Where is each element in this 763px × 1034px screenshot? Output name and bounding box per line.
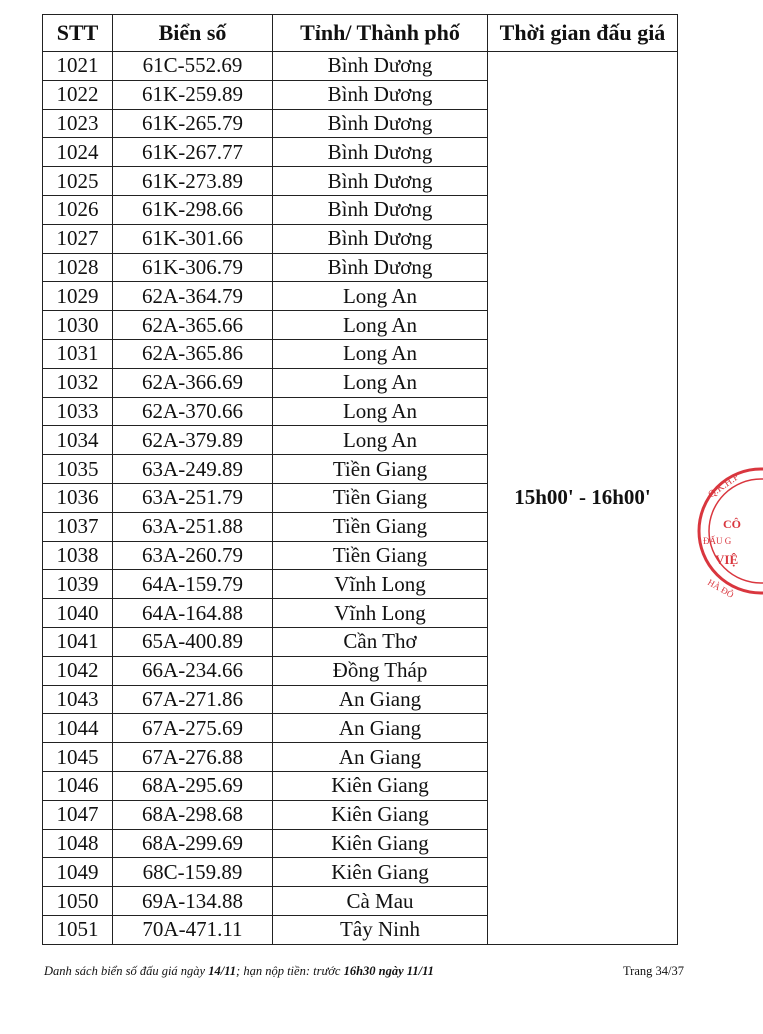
cell-stt: 1048	[43, 829, 113, 858]
cell-stt: 1029	[43, 282, 113, 311]
cell-plate: 61K-306.79	[113, 253, 273, 282]
cell-plate: 61C-552.69	[113, 52, 273, 81]
cell-plate: 68C-159.89	[113, 858, 273, 887]
cell-province: Bình Dương	[273, 195, 488, 224]
cell-province: Bình Dương	[273, 224, 488, 253]
cell-stt: 1037	[43, 512, 113, 541]
cell-province: An Giang	[273, 685, 488, 714]
header-plate: Biển số	[113, 15, 273, 52]
table-row	[43, 52, 678, 81]
cell-stt: 1038	[43, 541, 113, 570]
cell-province: Cần Thơ	[273, 627, 488, 656]
header-auction-time: Thời gian đấu giá	[488, 15, 678, 52]
cell-stt: 1039	[43, 570, 113, 599]
seal-text-2: CÔ	[723, 517, 741, 531]
cell-stt: 1033	[43, 397, 113, 426]
seal-text-5: HÀ ĐÔ	[706, 577, 736, 600]
cell-stt: 1034	[43, 426, 113, 455]
footer-note-prefix: Danh sách biển số đấu giá ngày	[44, 964, 209, 978]
footer-note	[44, 964, 434, 979]
cell-province: Bình Dương	[273, 52, 488, 81]
cell-plate: 64A-159.79	[113, 570, 273, 599]
cell-province: Long An	[273, 368, 488, 397]
cell-province: Kiên Giang	[273, 858, 488, 887]
cell-stt: 1030	[43, 311, 113, 340]
footer-note-deadline: 16h30 ngày 11/11	[343, 964, 434, 978]
cell-province: Kiên Giang	[273, 771, 488, 800]
cell-stt: 1035	[43, 455, 113, 484]
cell-plate: 61K-298.66	[113, 195, 273, 224]
cell-province: Vĩnh Long	[273, 599, 488, 628]
cell-plate: 63A-249.89	[113, 455, 273, 484]
cell-plate: 67A-271.86	[113, 685, 273, 714]
cell-plate: 62A-365.66	[113, 311, 273, 340]
cell-province: Tiền Giang	[273, 455, 488, 484]
cell-stt: 1051	[43, 915, 113, 944]
seal-text-4: VIỆ	[715, 552, 739, 567]
cell-plate: 64A-164.88	[113, 599, 273, 628]
cell-province: Bình Dương	[273, 253, 488, 282]
page-number: Trang 34/37	[622, 964, 684, 978]
cell-province: Long An	[273, 282, 488, 311]
cell-plate: 66A-234.66	[113, 656, 273, 685]
cell-stt: 1047	[43, 800, 113, 829]
cell-stt: 1042	[43, 656, 113, 685]
footer-note-date: 14/11	[208, 964, 237, 978]
cell-stt: 1032	[43, 368, 113, 397]
cell-province: Kiên Giang	[273, 829, 488, 858]
cell-plate: 62A-364.79	[113, 282, 273, 311]
cell-stt: 1041	[43, 627, 113, 656]
cell-province: Bình Dương	[273, 109, 488, 138]
cell-province: Long An	[273, 397, 488, 426]
header-stt: STT	[43, 15, 113, 52]
cell-province: Long An	[273, 426, 488, 455]
cell-plate: 61K-273.89	[113, 167, 273, 196]
cell-province: An Giang	[273, 743, 488, 772]
cell-plate: 62A-365.86	[113, 339, 273, 368]
cell-plate: 68A-299.69	[113, 829, 273, 858]
cell-stt: 1031	[43, 339, 113, 368]
cell-stt: 1028	[43, 253, 113, 282]
cell-province: Tiền Giang	[273, 541, 488, 570]
cell-province: Vĩnh Long	[273, 570, 488, 599]
cell-plate: 63A-260.79	[113, 541, 273, 570]
cell-stt: 1026	[43, 195, 113, 224]
cell-stt: 1025	[43, 167, 113, 196]
cell-plate: 67A-276.88	[113, 743, 273, 772]
cell-province: Tây Ninh	[273, 915, 488, 944]
seal-graphic	[693, 456, 763, 606]
cell-province: An Giang	[273, 714, 488, 743]
auction-time-cell: 15h00' - 16h00'	[488, 52, 678, 945]
cell-stt: 1045	[43, 743, 113, 772]
cell-plate: 70A-471.11	[113, 915, 273, 944]
cell-plate: 61K-267.77	[113, 138, 273, 167]
cell-stt: 1036	[43, 483, 113, 512]
cell-plate: 69A-134.88	[113, 887, 273, 916]
cell-province: Bình Dương	[273, 138, 488, 167]
seal-text-3: ĐẤU G	[703, 536, 732, 546]
footer-note-middle: ; hạn nộp tiền: trước	[236, 964, 344, 978]
table-body	[43, 52, 678, 945]
table-header-row	[43, 15, 678, 52]
cell-plate: 61K-259.89	[113, 80, 273, 109]
red-seal-stamp	[693, 456, 763, 606]
cell-plate: 63A-251.79	[113, 483, 273, 512]
cell-province: Bình Dương	[273, 80, 488, 109]
cell-stt: 1044	[43, 714, 113, 743]
cell-province: Tiền Giang	[273, 512, 488, 541]
cell-stt: 1022	[43, 80, 113, 109]
header-province: Tỉnh/ Thành phố	[273, 15, 488, 52]
cell-stt: 1046	[43, 771, 113, 800]
cell-plate: 62A-370.66	[113, 397, 273, 426]
cell-province: Long An	[273, 311, 488, 340]
cell-stt: 1049	[43, 858, 113, 887]
cell-stt: 1024	[43, 138, 113, 167]
cell-province: Bình Dương	[273, 167, 488, 196]
auction-table	[42, 14, 678, 945]
cell-stt: 1050	[43, 887, 113, 916]
cell-plate: 61K-301.66	[113, 224, 273, 253]
seal-text-1: Q.K.H.P	[706, 471, 742, 501]
cell-plate: 61K-265.79	[113, 109, 273, 138]
cell-plate: 67A-275.69	[113, 714, 273, 743]
cell-plate: 62A-379.89	[113, 426, 273, 455]
cell-stt: 1021	[43, 52, 113, 81]
cell-plate: 65A-400.89	[113, 627, 273, 656]
cell-stt: 1043	[43, 685, 113, 714]
cell-stt: 1027	[43, 224, 113, 253]
cell-province: Long An	[273, 339, 488, 368]
cell-plate: 63A-251.88	[113, 512, 273, 541]
cell-plate: 68A-295.69	[113, 771, 273, 800]
cell-stt: 1023	[43, 109, 113, 138]
cell-province: Đồng Tháp	[273, 656, 488, 685]
cell-province: Cà Mau	[273, 887, 488, 916]
cell-plate: 62A-366.69	[113, 368, 273, 397]
cell-province: Tiền Giang	[273, 483, 488, 512]
cell-plate: 68A-298.68	[113, 800, 273, 829]
cell-stt: 1040	[43, 599, 113, 628]
cell-province: Kiên Giang	[273, 800, 488, 829]
